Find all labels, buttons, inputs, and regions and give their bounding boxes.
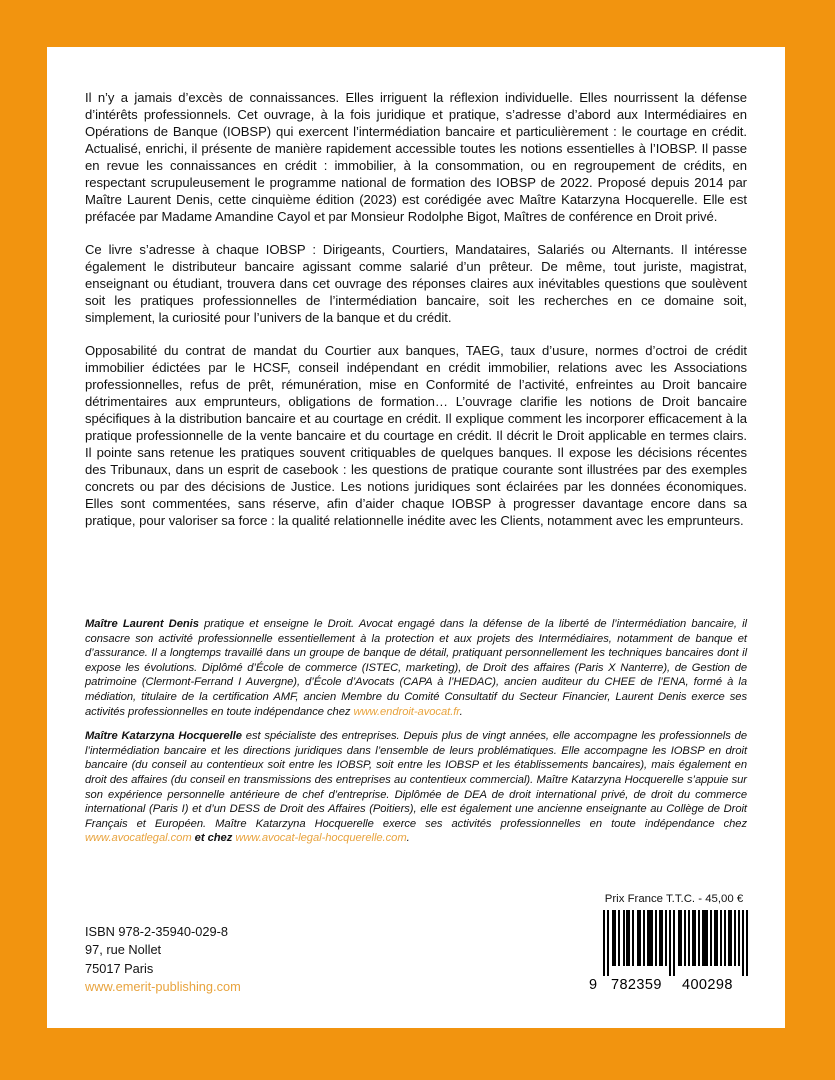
author-bio-katarzyna-hocquerelle xyxy=(85,729,747,846)
author-name-katarzyna-hocquerelle: Maître Katarzyna Hocquerelle xyxy=(85,730,242,743)
ean-right-group: 400298 xyxy=(682,977,733,993)
ean13-barcode-image xyxy=(589,910,759,976)
author-biographies xyxy=(85,617,747,846)
blurb-paragraph-3: Opposabilité du contrat de mandat du Courtier aux banques, TAEG, taux d’usure, normes d’octroi de crédit immobilier édictées par le HCSF, conseil indépendant en crédit immobilier, relations avec les Associations professionnelles, refus de prêt, rémunération, mise en Conformité de l’activité, enfreintes au Droit bancaire détrimentaires aux emprunteurs, obligations de formation… L’ouvrage clarifie les notions de Droit bancaire spécifiques à la distribution bancaire et au courtage en crédit. Il explique comment les incorporer efficacement à la pratique professionnelle de la vente bancaire et du courtage en crédit. Il décrit le Droit applicable en termes clairs. Il pointe sans retenue les pratiques souvent critiquables de quelques banques. Il expose les décisions récentes des Tribunaux, dans un esprit de casebook : les questions de pratique courante sont illustrées par des exemples concrets ou par des décisions de Justice. Les notions juridiques sont éclairées par les données économiques. Elles sont commentées, sans réserve, afin d’aider chaque IOBSP à progresser davantage encore dans sa pratique, pour valoriser sa force : la qualité relationnelle inédite avec les Clients, notamment avec les emprunteurs. xyxy=(85,343,747,528)
ean13-digits xyxy=(589,977,759,993)
author2-bio-text: est spécialiste des entreprises. Depuis plus de vingt années, elle accompagne les professionnels de l’intermédiation bancaire et les directions juridiques dans l’ensemble de leurs problématiques. Elle accompagne les IOBSP en droit bancaire (du conseil au contentieux soit entre les IOBSP, soit entre les IOBSP et les établissements bancaires), mais également en droit des affaires (du conseil en transmissions des entreprises au contentieux commercial). Maître Katarzyna Hocquerelle s’appuie sur son expérience personnelle antérieure de chef d’entreprise. Diplômée de DEA de droit international privé, de droit du commerce international (Paris I) et d’un DESS de Droit des Affaires (Poitiers), elle est également une ancienne enseignante au Collège de Droit Français et Européen. Maître Katarzyna Hocquerelle exerce ses activités professionnelles en toute indépendance chez xyxy=(85,730,747,830)
ean-left-group: 782359 xyxy=(611,977,662,993)
author2-website-link-1[interactable]: www.avocatlegal.com xyxy=(85,832,192,845)
cover-page-white-area xyxy=(47,47,785,1028)
publisher-website-link[interactable]: www.emerit-publishing.com xyxy=(85,978,241,994)
barcode-bars-svg xyxy=(589,910,759,976)
publisher-city: 75017 Paris xyxy=(85,960,154,976)
author1-bio-tail: . xyxy=(459,705,463,718)
author2-bio-tail: . xyxy=(406,832,410,845)
isbn-text: ISBN 978-2-35940-029-8 xyxy=(85,924,228,939)
author2-between-links-text: et chez xyxy=(191,832,236,845)
author1-website-link[interactable]: www.endroit-avocat.fr xyxy=(353,705,460,718)
author-name-laurent-denis: Maître Laurent Denis xyxy=(85,618,199,630)
author-bio-laurent-denis xyxy=(85,617,747,719)
blurb-paragraph-1: Il n’y a jamais d’excès de connaissances. Elles irriguent la réflexion individuelle. Elles nourrissent la défense d’intérêts professionnels. Cet ouvrage, à la fois juridique et pratique, s’adresse d’abord aux Intermédiaires en Opérations de Banque (IOBSP) qui exercent l’intermédiation bancaire et particulièrement : le courtage en crédit. Actualisé, enrichi, il présente de manière rapidement accessible toutes les notions essentielles à l’IOBSP. Il passe en revue les connaissances en crédit : immobilier, à la consommation, ou en regroupement de crédits, en respectant scrupuleusement le programme national de formation des IOBSP de 2022. Proposé depuis 2014 par Maître Laurent Denis, cette cinquième édition (2023) est corédigée avec Maître Katarzyna Hocquerelle. Elle est préfacée par Madame Amandine Cayol et par Monsieur Rodolphe Bigot, Maîtres de conférence en Droit privé. xyxy=(85,90,747,224)
author1-bio-text: pratique et enseigne le Droit. Avocat engagé dans la défense de la liberté de l’intermédiation bancaire, il consacre son activité professionnelle essentiellement à la protection et aux projets des Intermédiaires, notamment de banque et d’assurance. Il a longtemps travaillé dans un groupe de banque de détail, pratiquant personnellement les techniques bancaires dont il expose les évolutions. Diplômé d’École de commerce (ISTEC, marketing), de Droit des affaires (Paris X Nanterre), de Gestion de patrimoine (Clermont-Ferrand I Auvergne), d’École d’Avocats (CAPA à l’HEDAC), ancien auditeur du CHEE de l’ENA, formé à la médiation, titulaire de la certification AMF, ancien Membre du Comité Consultatif du Secteur Financier, Laurent Denis exerce ses activités professionnelles en toute indépendance chez xyxy=(85,618,747,718)
publisher-street: 97, rue Nollet xyxy=(85,942,162,958)
price-label: Prix France T.T.C. - 45,00 € xyxy=(604,893,744,905)
book-description xyxy=(85,89,747,529)
price-and-barcode-block xyxy=(585,893,763,993)
blurb-paragraph-2: Ce livre s’adresse à chaque IOBSP : Dirigeants, Courtiers, Mandataires, Salariés ou Alternants. Il intéresse également le distributeur bancaire agissant comme salarié d’un prêteur. De même, tout juriste, magistrat, enseignant ou étudiant, trouvera dans cet ouvrage des réponses claires aux inévitables questions que soulèvent soit les pratiques professionnelles de l’intermédiation bancaire, soit les recherches en ce domaine soit, simplement, la curiosité pour l’univers de la banque et du crédit. xyxy=(85,242,747,325)
author2-website-link-2[interactable]: www.avocat-legal-hocquerelle.com xyxy=(235,832,407,845)
imprint-block xyxy=(85,923,241,996)
ean-lead-digit: 9 xyxy=(589,977,598,993)
